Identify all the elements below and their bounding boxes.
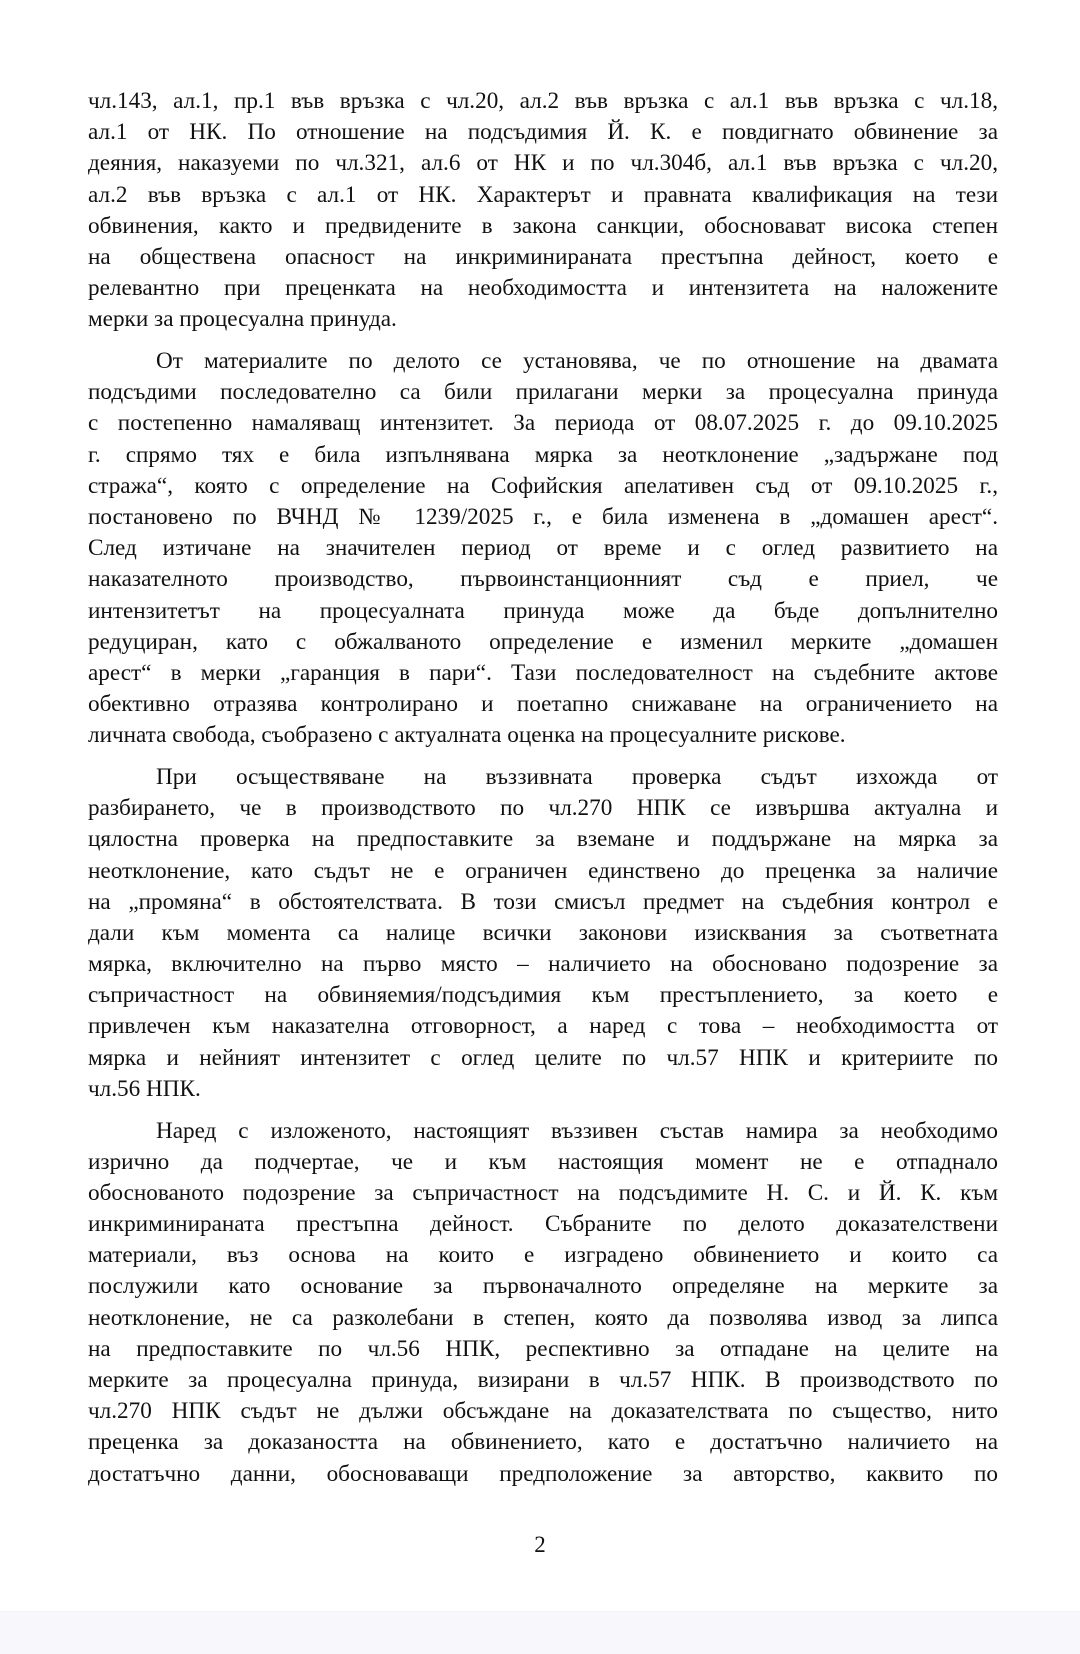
text-line: При осъществяване на въззивната проверка съдът изхожда от (156, 763, 998, 790)
text-line: редуциран, като с обжалваното определение е изменил мерките „домашен (88, 628, 998, 655)
text-line: послужили като основание за първоначалното определяне на мерките за (88, 1273, 998, 1300)
text-line: с постепенно намаляващ интензитет. За периода от 08.07.2025 г. до 09.10.2025 (88, 410, 998, 437)
text-line: привлечен към наказателна отговорност, а наред с това – необходимостта от (88, 1013, 998, 1040)
document-body (88, 86, 998, 1500)
text-line: съпричастност на обвиняемия/подсъдимия към престъплението, за което е (88, 982, 998, 1009)
text-line: мерки за процесуална принуда. (88, 306, 397, 333)
text-line: инкриминираната престъпна дейност. Събраните по делото доказателствени (88, 1211, 998, 1238)
text-line: материали, въз основа на които е изградено обвинението и които са (88, 1242, 998, 1269)
text-line: След изтичане на значителен период от време и с оглед развитието на (88, 535, 998, 562)
text-line: интензитетът на процесуалната принуда може да бъде допълнително (88, 597, 998, 624)
text-line: разбирането, че в производството по чл.270 НПК се извършва актуална и (88, 795, 998, 822)
text-line: мерките за процесуална принуда, визирани в чл.57 НПК. В производството по (88, 1367, 998, 1393)
text-line: чл.270 НПК съдът не дължи обсъждане на доказателствата по същество, нито (88, 1398, 998, 1425)
text-line: наказателното производство, първоинстанционният съд е приел, че (88, 566, 998, 593)
text-line: неотклонение, не са разколебани в степен, която да позволява извод за липса (88, 1304, 998, 1331)
text-line: арест“ в мерки „гаранция в пари“. Тази последователност на съдебните актове (88, 659, 998, 686)
text-line: деяния, наказуеми по чл.321, ал.6 от НК и по чл.304б, ал.1 във връзка с чл.20, (88, 150, 998, 177)
text-line: стража“, която с определение на Софийския апелативен съд от 09.10.2025 г., (88, 472, 998, 499)
text-line: неотклонение, като съдът не е ограничен единствено до преценка за наличие (88, 857, 998, 884)
text-line: Наред с изложеното, настоящият въззивен състав намира за необходимо (156, 1117, 998, 1144)
text-line: на обществена опасност на инкриминираната престъпна дейност, което е (88, 243, 998, 270)
text-line: изрично да подчертае, че и към настоящия момент не е отпаднало (88, 1148, 998, 1175)
text-line: обвинения, както и предвидените в закона санкции, обосновават висока степен (88, 212, 998, 239)
text-line: чл.143, ал.1, пр.1 във връзка с чл.20, ал.2 във връзка с ал.1 във връзка с чл.18, (88, 88, 998, 114)
text-line: мярка, включително на първо място – наличието на обосновано подозрение за (88, 951, 998, 978)
text-line: чл.56 НПК. (88, 1075, 201, 1102)
text-line: личната свобода, съобразено с актуалната оценка на процесуалните рискове. (88, 722, 846, 749)
paragraph (88, 86, 998, 336)
text-line: подсъдими последователно са били прилагани мерки за процесуална принуда (88, 379, 998, 406)
text-line: ал.2 във връзка с ал.1 от НК. Характерът и правната квалификация на тези (88, 181, 998, 208)
text-line: От материалите по делото се установява, че по отношение на двамата (156, 348, 998, 374)
text-line: достатъчно данни, обосноваващи предположение за авторство, каквито по (88, 1460, 998, 1487)
page-number: 2 (534, 1532, 546, 1557)
text-line: обоснованото подозрение за съпричастност на подсъдимите Н. С. и Й. К. към (88, 1179, 998, 1206)
text-line: цялостна проверка на предпоставките за вземане и поддържане на мярка за (88, 826, 998, 853)
text-line: ал.1 от НК. По отношение на подсъдимия Й. К. е повдигнато обвинение за (88, 119, 998, 146)
paragraph (88, 1116, 998, 1490)
text-line: г. спрямо тях е била изпълнявана мярка за неотклонение „задържане под (88, 441, 998, 468)
text-line: мярка и нейният интензитет с оглед целите по чл.57 НПК и критериите по (88, 1044, 998, 1071)
paragraph (88, 346, 998, 751)
text-line: релевантно при преценката на необходимостта и интензитета на наложените (88, 275, 998, 302)
text-line: преценка за доказаността на обвинението, като е достатъчно наличието на (88, 1429, 998, 1456)
text-line: постановено по ВЧНД № 1239/2025 г., е била изменена в „домашен арест“. (88, 503, 998, 530)
text-line: дали към момента са налице всички законови изисквания за съответната (88, 919, 998, 946)
paragraph (88, 762, 998, 1105)
text-line: обективно отразява контролирано и поетапно снижаване на ограничението на (88, 691, 998, 718)
text-line: на предпоставките по чл.56 НПК, респективно за отпадане на целите на (88, 1335, 998, 1362)
viewer-bottom-bar (0, 1611, 1080, 1654)
text-line: на „промяна“ в обстоятелствата. В този смисъл предмет на съдебния контрол е (88, 888, 998, 915)
